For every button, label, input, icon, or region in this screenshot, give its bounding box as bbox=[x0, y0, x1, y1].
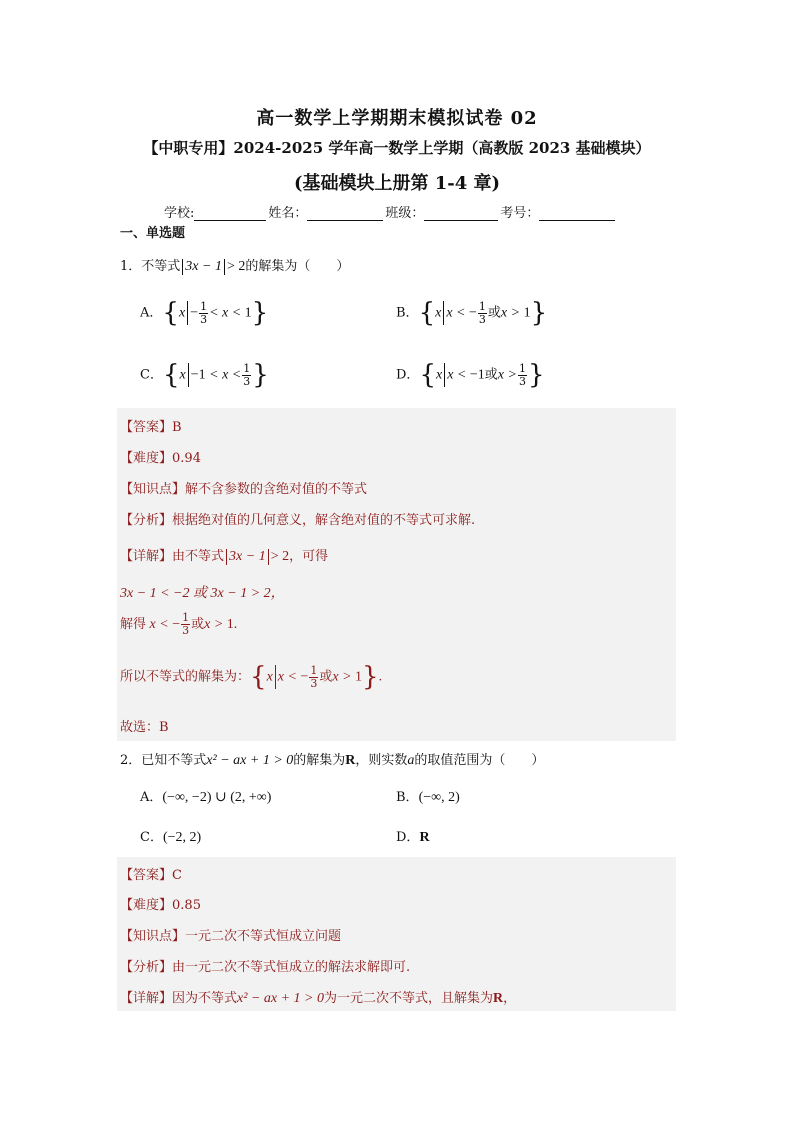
option-label: A． bbox=[140, 305, 163, 321]
analysis-line: 【分析】根据绝对值的几何意义，解含绝对值的不等式可求解. bbox=[120, 513, 476, 528]
option-a[interactable]: A．(−∞, −2) ∪ (2, +∞) bbox=[140, 790, 272, 805]
stem-math: > 2 bbox=[226, 259, 246, 274]
detail-step-2: 3x − 1 < −2 或 3x − 1 > 2， bbox=[120, 586, 285, 601]
option-d[interactable]: D．{x x < −1或x > $\frac{1}{3}$ } bbox=[396, 360, 545, 390]
school-label: 学校: bbox=[164, 206, 195, 221]
stem-text: 不等式 bbox=[141, 259, 181, 274]
exam-scope: (基础模块上册第 1-4 章) bbox=[293, 173, 501, 194]
conclusion-line: 故选：B bbox=[120, 720, 169, 735]
detail-line: 【详解】因为不等式x² − ax + 1 > 0为一元二次不等式，且解集为R， bbox=[120, 991, 517, 1006]
difficulty-value: 0.94 bbox=[172, 451, 201, 466]
option-c[interactable]: C．{x −1 < x < $\frac{1}{3}$ } bbox=[140, 360, 269, 390]
difficulty-line: 【难度】0.85 bbox=[120, 898, 201, 913]
option-label: D． bbox=[396, 367, 420, 383]
stem-text: 的解集为（ ） bbox=[245, 259, 350, 274]
option-d[interactable]: D．R bbox=[396, 830, 430, 845]
section-title: 一、单选题 bbox=[120, 226, 186, 241]
analysis-line: 【分析】由一元二次不等式恒成立的解法求解即可. bbox=[120, 960, 411, 975]
class-label: 班级： bbox=[385, 206, 425, 221]
option-label: C． bbox=[140, 367, 163, 383]
answer-line: 【答案】C bbox=[120, 868, 182, 883]
question-number: 2． bbox=[120, 753, 142, 768]
answer-value: C bbox=[172, 868, 182, 883]
question-1-stem bbox=[120, 255, 349, 275]
knowledge-line: 【知识点】解不含参数的含绝对值的不等式 bbox=[120, 482, 368, 497]
stem-math: 3x − 1 bbox=[185, 259, 222, 274]
knowledge-line: 【知识点】一元二次不等式恒成立问题 bbox=[120, 929, 342, 944]
option-a[interactable]: A．{x − $\frac{1}{3}$ < x < 1} bbox=[140, 298, 269, 328]
option-c[interactable]: C．(−2, 2) bbox=[140, 830, 202, 845]
exam-title: 高一数学上学期期末模拟试卷 02 bbox=[256, 108, 538, 129]
option-b[interactable]: B．{x x < − $\frac{1}{3}$ 或x > 1} bbox=[396, 298, 548, 328]
option-b[interactable]: B．(−∞, 2) bbox=[396, 790, 460, 805]
name-label: 姓名： bbox=[268, 206, 308, 221]
class-blank[interactable] bbox=[424, 206, 498, 221]
student-info-row bbox=[164, 202, 617, 221]
question-number: 1． bbox=[120, 259, 142, 274]
name-blank[interactable] bbox=[307, 206, 383, 221]
detail-step-4: 所以不等式的解集为：{x x < − $\frac{1}{3}$ 或x > 1}. bbox=[120, 662, 383, 692]
exam-subtitle: 【中职专用】2024-2025 学年高一数学上学期（高教版 2023 基础模块） bbox=[143, 139, 651, 157]
answer-line: 【答案】B bbox=[120, 420, 182, 435]
difficulty-value: 0.85 bbox=[172, 898, 201, 913]
answer-value: B bbox=[172, 420, 182, 435]
difficulty-line: 【难度】0.94 bbox=[120, 451, 201, 466]
detail-line: 【详解】由不等式 3x − 1 > 2，可得 bbox=[120, 549, 329, 564]
option-label: B． bbox=[396, 305, 419, 321]
detail-step-3: 解得 x < − $\frac{1}{3}$ 或x > 1. bbox=[120, 611, 238, 637]
school-blank[interactable] bbox=[194, 206, 266, 221]
exam-no-blank[interactable] bbox=[539, 206, 615, 221]
exam-no-label: 考号： bbox=[500, 206, 540, 221]
question-2-stem: 2．已知不等式x² − ax + 1 > 0的解集为R，则实数a的取值范围为（ ） bbox=[120, 753, 545, 768]
